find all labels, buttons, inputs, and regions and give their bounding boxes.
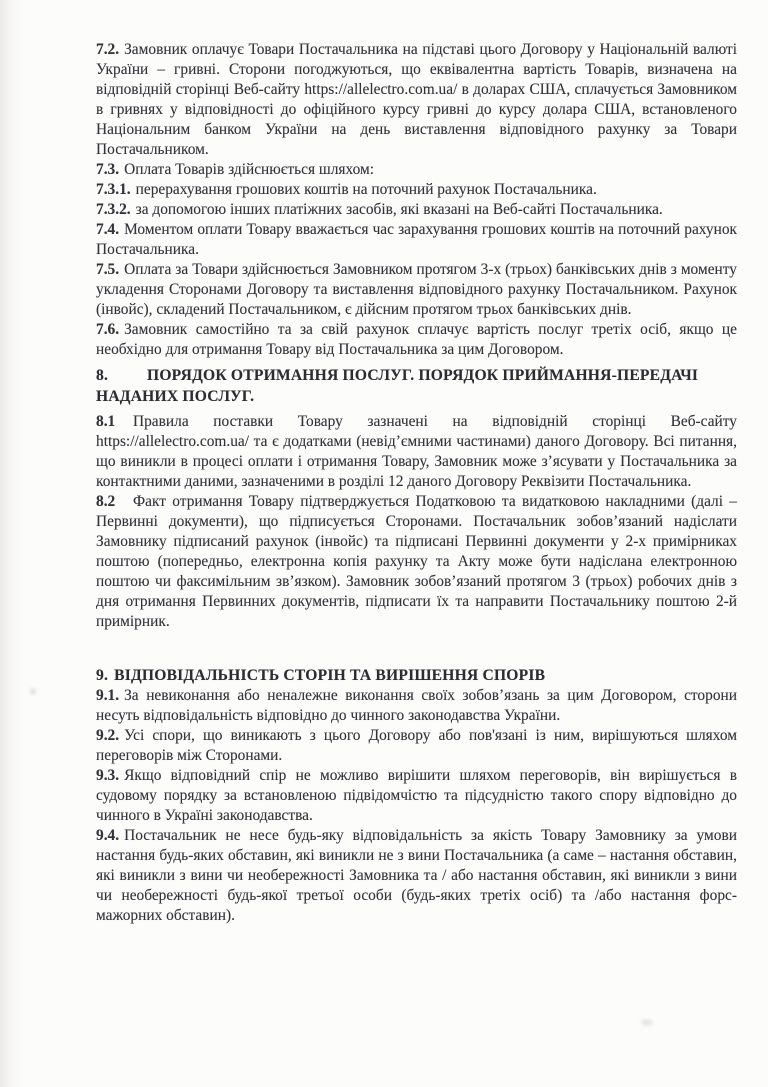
clause-9-3	[96, 766, 737, 826]
clause-number: 7.4.	[96, 221, 120, 238]
clause-text: Правила поставки Товару зазначені на відповідній сторінці Веб-сайту https://allelectro.com.ua/ та є додатками (невід’ємними частинами) даного Договору. Всі питання, що виникли в процесі оплати і отримання Товару, Замовник може з’ясувати у Постачальника за контактними даними, зазначеними в розділі 12 даного Договору Реквізити Постачальника.	[96, 413, 737, 490]
clause-text: За невиконання або неналежне виконання своїх зобов’язань за цим Договором, сторони несуть відповідальність відповідно до чинного законодавства України.	[96, 687, 737, 724]
clause-text: Постачальник не несе будь-яку відповідальність за якість Товару Замовнику за умови настання будь-яких обставин, які виникли не з вини Постачальника (а саме – настання обставин, які виникли з вини чи необережності Замовника та / або настання обставин, які виникли з вини чи необережності будь-якої третьої особи (будь-яких третіх осіб) та /або настання форс-мажорних обставин).	[96, 827, 737, 924]
clause-text: Замовник самостійно та за свій рахунок сплачує вартість послуг третіх осіб, якщо це необхідно для отримання Товару від Постачальника за цим Договором.	[96, 321, 737, 358]
clause-number: 9.1.	[96, 687, 120, 704]
scan-artifact	[30, 688, 36, 695]
clause-9-2	[96, 726, 737, 766]
clause-7-3	[96, 160, 737, 180]
clause-text: Оплата Товарів здійснюється шляхом:	[124, 161, 375, 178]
clause-number: 7.2.	[96, 41, 120, 58]
clause-7-6	[96, 320, 737, 360]
clause-number: 7.3.	[96, 161, 120, 178]
clause-text: Оплата за Товари здійснюється Замовником протягом 3-х (трьох) банківських днів з моменту укладення Сторонами Договору та виставлення відповідного рахунку Постачальником. Рахунок (інвойс), складений Постачальником, є дійсним протягом трьох банківських днів.	[96, 261, 737, 318]
clause-text: Замовник оплачує Товари Постачальника на підставі цього Договору у Національній валюті України – гривні. Сторони погоджуються, що еквівалентна вартість Товарів, визначена на відповідній сторінці Веб-сайту https://allelectro.com.ua/ в доларах США, сплачується Замовником в гривнях у відповідності до офіційного курсу гривні до курсу долара США, встановленого Національним банком України на день виставлення відповідного рахунку за Товари Постачальником.	[96, 41, 737, 158]
clause-9-4	[96, 826, 737, 926]
section-8-services	[96, 365, 737, 632]
clause-number: 9.4.	[96, 827, 120, 844]
clause-text: Якщо відповідний спір не можливо вирішити шляхом переговорів, він вирішується в судовому порядку за встановленою підвідомчістю та підсудністю такого спору відповідно до чинного в Україні законодавства.	[96, 767, 737, 824]
clause-number: 7.3.2.	[96, 201, 131, 218]
clause-number: 9.2.	[96, 727, 120, 744]
section-9-liability	[96, 665, 737, 926]
clause-number: 8.2	[96, 493, 116, 510]
clause-number: 8.1	[96, 413, 116, 430]
section-9-heading	[96, 665, 737, 686]
clause-text: перерахування грошових коштів на поточний рахунок Постачальника.	[135, 181, 597, 198]
clause-7-5	[96, 260, 737, 320]
section-8-heading	[96, 365, 737, 407]
contract-text-block	[96, 40, 737, 926]
clause-8-1	[96, 412, 737, 492]
clause-7-3-1	[96, 180, 737, 200]
clause-text: Усі спори, що виникають з цього Договору або пов'язані із ним, вирішуються шляхом переговорів між Сторонами.	[96, 727, 737, 764]
clause-9-1	[96, 686, 737, 726]
clause-7-4	[96, 220, 737, 260]
clause-8-2	[96, 492, 737, 632]
scan-edge-shadow	[0, 0, 22, 1087]
section-title: ВІДПОВІДАЛЬНІСТЬ СТОРІН ТА ВИРІШЕННЯ СПОРІВ	[114, 667, 546, 684]
clause-text: Моментом оплати Товару вважається час зарахування грошових коштів на поточний рахунок Постачальника.	[96, 221, 737, 258]
section-number: 9.	[96, 667, 109, 684]
clause-number: 9.3.	[96, 767, 120, 784]
clause-text: Факт отримання Товару підтверджується Податковою та видатковою накладними (далі – Первинні документи), що підписується Сторонами. Постачальник зобов’язаний надіслати Замовнику підписаний рахунок (інвойс) та підписані Первинні документи у 2-х примірниках поштою (попередньо, електронна копія рахунку та Акту може бути надіслана електронною поштою чи факсимільним зв’язком). Замовник зобов’язаний протягом 3 (трьох) робочих днів з дня отримання Первинних документів, підписати їх та направити Постачальнику поштою 2-й примірник.	[96, 493, 737, 630]
scan-artifact	[641, 1019, 653, 1026]
clause-number: 7.5.	[96, 261, 120, 278]
clause-7-3-2	[96, 200, 737, 220]
clause-number: 7.6.	[96, 321, 120, 338]
clause-text: за допомогою інших платіжних засобів, які вказані на Веб-сайті Постачальника.	[135, 201, 663, 218]
section-7-payment-clauses	[96, 40, 737, 360]
clause-7-2	[96, 40, 737, 160]
section-number: 8.	[96, 367, 109, 384]
section-title: ПОРЯДОК ОТРИМАННЯ ПОСЛУГ. ПОРЯДОК ПРИЙМАННЯ-ПЕРЕДАЧІ НАДАНИХ ПОСЛУГ.	[96, 367, 699, 405]
clause-number: 7.3.1.	[96, 181, 131, 198]
